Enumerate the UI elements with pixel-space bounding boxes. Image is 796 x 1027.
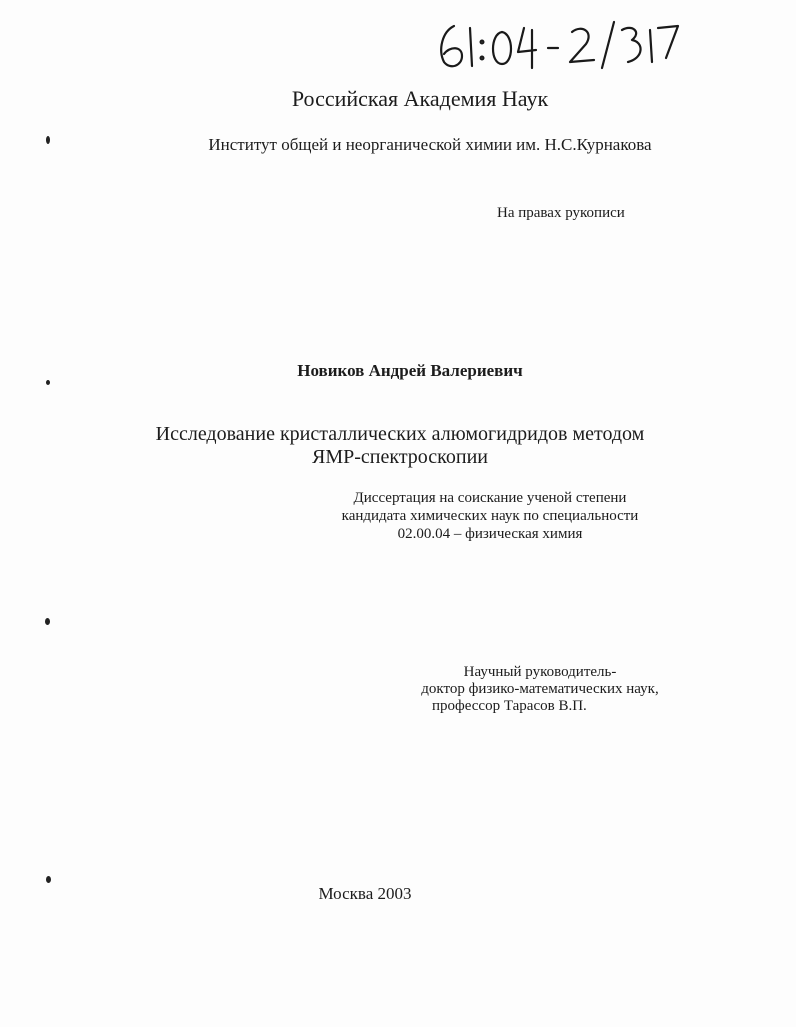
place-and-year: Москва 2003: [318, 884, 412, 903]
margin-mark: [46, 876, 51, 883]
dissertation-title-line1: Исследование кристаллических алюмогидридов методом: [155, 423, 645, 445]
rights-note: На правах рукописи: [497, 205, 625, 221]
dissertation-info-line1: Диссертация на соискание ученой степени: [353, 490, 627, 506]
margin-mark: [46, 380, 50, 385]
dissertation-title-line2: ЯМР-спектроскопии: [312, 446, 488, 468]
margin-mark: [46, 136, 50, 144]
dissertation-info-line2: кандидата химических наук по специальности: [341, 508, 639, 524]
handwritten-archive-number: [432, 14, 682, 74]
supervisor-line2: доктор физико-математических наук,: [421, 681, 659, 697]
author-name: Новиков Андрей Валериевич: [297, 361, 523, 380]
institute-name: Институт общей и неорганической химии им. Н.С.Курнакова: [208, 135, 652, 154]
supervisor-line1: Научный руководитель-: [463, 664, 617, 680]
margin-mark: [45, 618, 50, 625]
organization-name: Российская Академия Наук: [291, 86, 549, 111]
supervisor-line3: профессор Тарасов В.П.: [432, 698, 587, 714]
dissertation-info-line3: 02.00.04 – физическая химия: [397, 526, 583, 542]
